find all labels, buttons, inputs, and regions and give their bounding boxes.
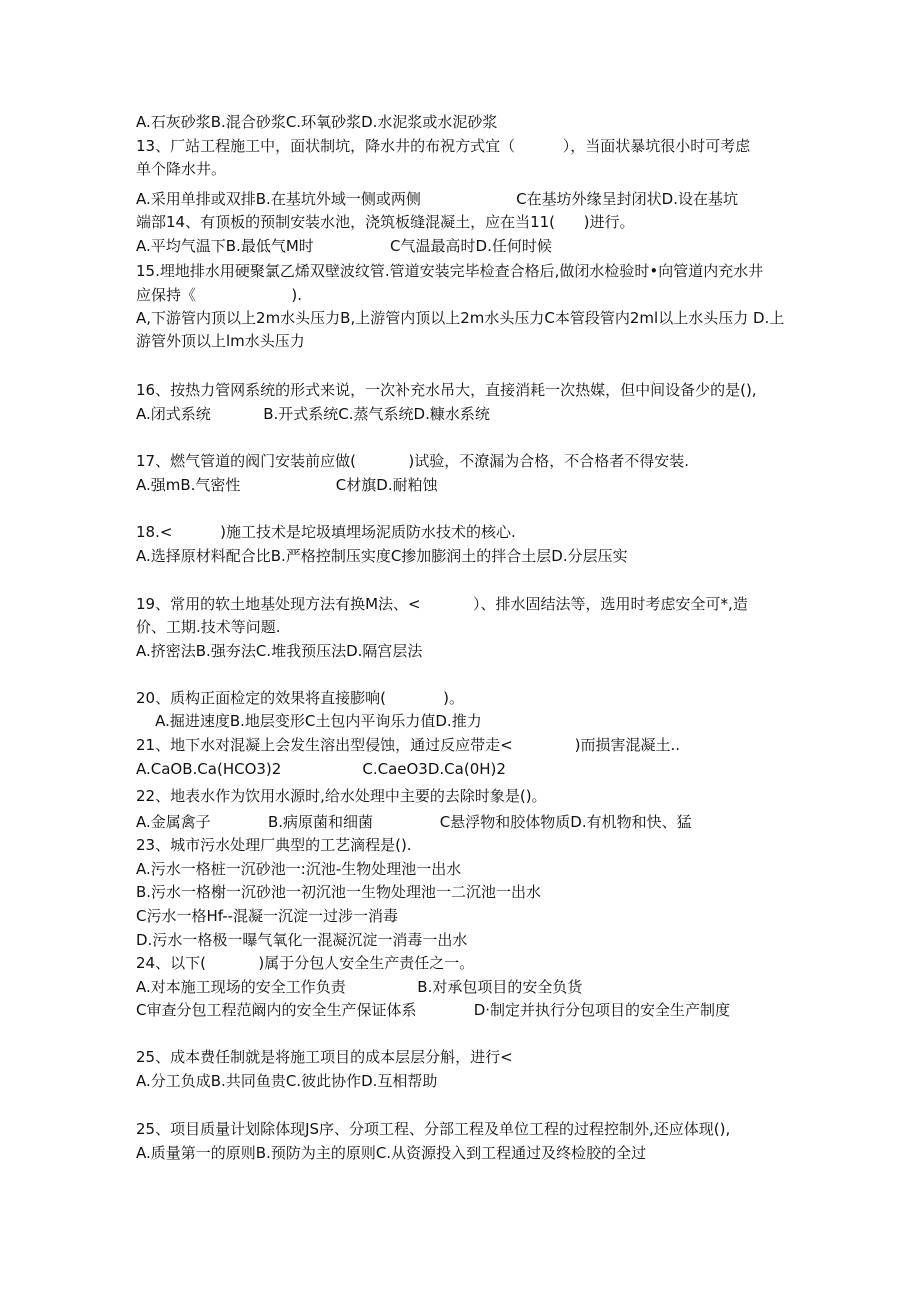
text-line: 13、厂站工程施工中，面状制坑，降水井的布祝方式宜（ ），当面状暴坑很小时可考虑 [136, 137, 751, 155]
text-line: 24、以下( )属于分包人安全生产责任之一。 [136, 954, 475, 972]
text-line: A.掘进速度B.地层变形C土包内平询乐力值D.推力 [136, 712, 482, 730]
text-line: 23、城市污水处理厂典型的工艺滴程是(). [136, 836, 412, 854]
text-line: A.石灰砂浆B.混合砂浆C.环氧砂浆D.水泥浆或水泥砂浆 [136, 113, 498, 131]
text-line: 端部14、有顶板的预制安装水池，浇筑板缝混凝土，应在当11( )进行。 [136, 213, 635, 231]
text-line: D.污水一格极一曝气氧化一混凝沉淀一消毒一出水 [136, 931, 468, 949]
text-line: A.闭式系统 B.开式系统C.蒸气系统D.糠水系统 [136, 405, 490, 423]
text-line: A.强mB.气密性 C材旗D.耐粕蚀 [136, 476, 438, 494]
text-line: 单个降水井。 [136, 160, 227, 178]
text-line: 游管外顶以上lm水头压力 [136, 332, 305, 350]
text-line: A.对本施工现场的安全工作负责 B.对承包项目的安全负货 [136, 978, 583, 996]
text-line: A.采用单排或双排B.在基坑外域一侧或两侧 C在基坊外缘呈封闭状D.设在基坑 [136, 190, 738, 208]
text-line: A.挤密法B.强夯法C.堆我预压法D.隔宫层法 [136, 642, 423, 660]
text-line: B.污水一格榭一沉砂池一初沉池一生物处理池一二沉池一出水 [136, 883, 542, 901]
text-line: 应保持《 ). [136, 286, 302, 304]
text-line: 17、燃气管道的阀门安装前应做( )试验，不潦漏为合格，不合格者不得安装. [136, 452, 690, 470]
text-line: 价、工期.技术等问题. [136, 618, 281, 636]
text-line: 25、项目质量计划除体现JS序、分项工程、分部工程及单位工程的过程控制外,还应体现(), [136, 1120, 731, 1138]
text-line: 16、按热力管网系统的形式来说，一次补充水吊大，直接消耗一次热媒，但中间设备少的是(), [136, 381, 757, 399]
text-line: C审查分包工程范阚内的安全生产保证体系 D·制定并执行分包项目的安全生产制度 [136, 1001, 731, 1019]
text-line: A.选择原材料配合比B.严格控制压实度C掺加膨润土的拌合土层D.分层压实 [136, 547, 628, 565]
text-line: C污水一格Hf--混凝一沉淀一过涉一消毒 [136, 907, 399, 925]
text-line: 22、地表水作为饮用水源时,给水处理中主要的去除时象是()。 [136, 787, 547, 805]
text-line: 20、质构正面检定的效果将直接膨响( )。 [136, 689, 465, 707]
text-line: 25、成本费任制就是将施工项目的成本层层分斛，进行< [136, 1048, 513, 1066]
text-line: A.平均气温下B.最低气M时 C气温最高时D.任何时候 [136, 237, 552, 255]
text-line: 21、地下水对混凝上会发生溶出型侵蚀，通过反应带走< )而损害混凝土.. [136, 736, 681, 754]
text-line: A.分工负成B.共同鱼贵C.彼此协作D.互相帮助 [136, 1072, 438, 1090]
text-line: 15.埋地排水用硬聚氯乙烯双壁波纹管.管道安装完毕检查合格后,做闭水检验时•向管道内充水井 [136, 262, 764, 280]
text-line: A.金属禽子 B.病原菌和细菌 C悬浮物和胶体物质D.有机物和快、猛 [136, 813, 692, 831]
text-line: 19、常用的软土地基处现方法有换M法、< ）、排水固结法等，选用时考虑安全可*,造 [136, 595, 748, 613]
text-line: A,下游管内顶以上2m水头压力B,上游管内顶以上2m水头压力C本管段管内2ml以上水头压力 D.上 [136, 309, 785, 327]
text-line: A.CaOB.Ca(HCO3)2 C.CaeO3D.Ca(0H)2 [136, 760, 506, 778]
text-line: A.污水一格桩一沉砂池一:沉池-生物处理池一出水 [136, 860, 462, 878]
text-line: A.质量第一的原则B.预防为主的原则C.从资源投入到工程通过及终检胶的全过 [136, 1144, 647, 1162]
text-line: 18.< )施工技术是坨圾填埋场泥质防水技术的核心. [136, 523, 516, 541]
